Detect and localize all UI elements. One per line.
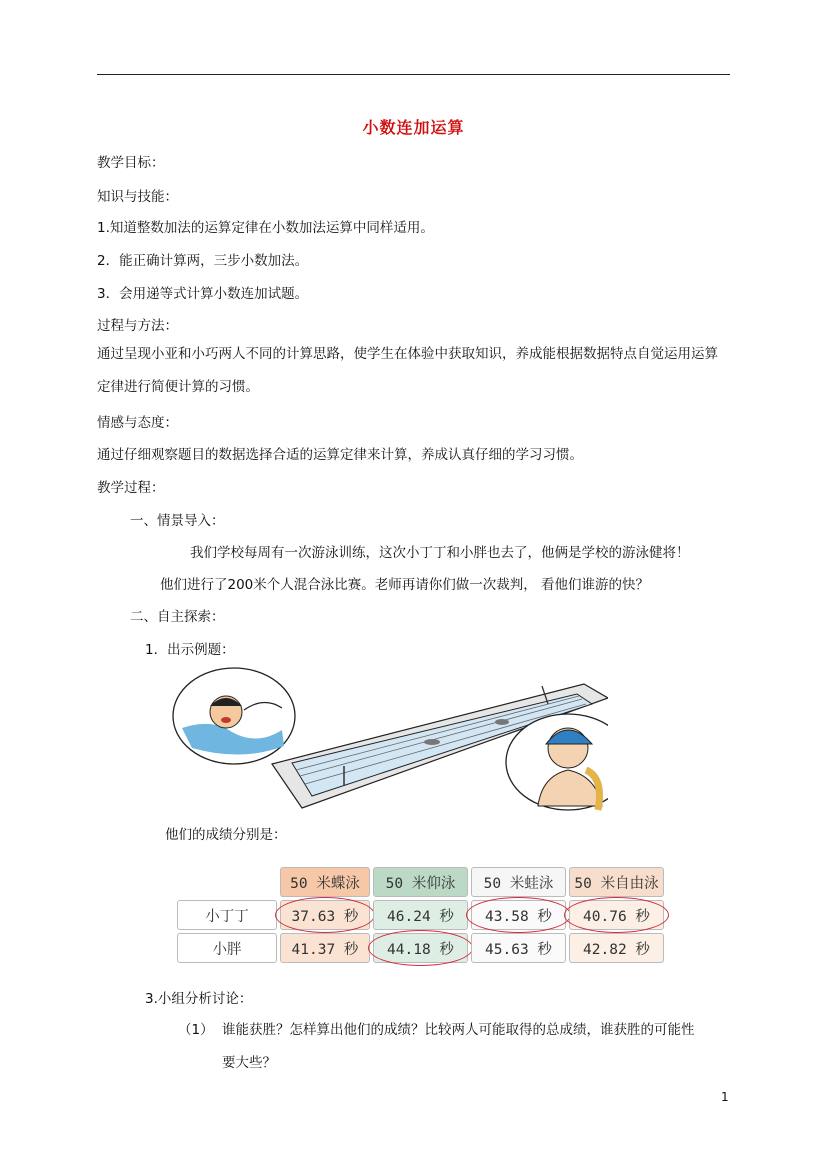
page-number: 1 <box>721 1090 729 1104</box>
subsection-scenario-intro: 一、情景导入： <box>130 513 225 529</box>
section-teaching-process: 教学过程： <box>97 480 165 496</box>
emotion-attitude-text: 通过仔细观察题目的数据选择合适的运算定律来计算，养成认真仔细的学习习惯。 <box>97 447 583 463</box>
score-cell: 42.82 秒 <box>569 933 664 963</box>
intro-text-line-1: 我们学校每周有一次游泳训练，这次小丁丁和小胖也去了，他俩是学校的游泳健将！ <box>190 545 690 561</box>
header-rule <box>97 74 730 75</box>
intro-text-line-2: 他们进行了200米个人混合泳比赛。老师再请你们做一次裁判， 看他们谁游的快？ <box>160 577 650 593</box>
score-cell: 46.24 秒 <box>373 900 468 930</box>
section-knowledge-skills: 知识与技能： <box>97 189 178 205</box>
example-heading: 1．出示例题： <box>145 642 235 658</box>
header-freestyle: 50 米自由泳 <box>569 867 664 897</box>
question-1-text-line-1: 谁能获胜？怎样算出他们的成绩？比较两人可能取得的总成绩，谁获胜的可能性 <box>222 1022 695 1038</box>
score-cell: 40.76 秒 <box>569 900 664 930</box>
row-name-xiaodingding: 小丁丁 <box>177 900 277 930</box>
header-butterfly: 50 米蝶泳 <box>280 867 370 897</box>
question-1-text-line-2: 要大些？ <box>222 1055 276 1071</box>
results-caption: 他们的成绩分别是： <box>165 827 287 843</box>
table-header-row <box>177 867 664 897</box>
swimming-pool-illustration <box>172 666 608 812</box>
score-cell: 45.63 秒 <box>471 933 566 963</box>
section-teaching-goals: 教学目标： <box>97 155 165 171</box>
question-1-number: （1） <box>178 1022 214 1038</box>
skill-item-1: 1.知道整数加法的运算定律在小数加法运算中同样适用。 <box>97 220 434 236</box>
subsection-group-discussion: 3.小组分析讨论： <box>145 991 253 1007</box>
table-corner <box>177 867 277 897</box>
row-name-xiaopang: 小胖 <box>177 933 277 963</box>
skill-item-3: 3．会用递等式计算小数连加试题。 <box>97 286 309 302</box>
score-cell: 43.58 秒 <box>471 900 566 930</box>
section-process-method: 过程与方法： <box>97 318 178 334</box>
process-method-text: 通过呈现小亚和小巧两人不同的计算思路，使学生在体验中获取知识，养成能根据数据特点自觉运用运算定律进行简便计算的习惯。 <box>97 346 718 395</box>
table-row <box>177 900 664 930</box>
skill-item-2: 2．能正确计算两，三步小数加法。 <box>97 253 309 269</box>
score-table <box>174 864 667 966</box>
score-cell: 41.37 秒 <box>280 933 370 963</box>
header-breaststroke: 50 米蛙泳 <box>471 867 566 897</box>
score-cell: 37.63 秒 <box>280 900 370 930</box>
table-row <box>177 933 664 963</box>
score-cell: 44.18 秒 <box>373 933 468 963</box>
section-emotion-attitude: 情感与态度： <box>97 415 178 431</box>
header-backstroke: 50 米仰泳 <box>373 867 468 897</box>
document-title: 小数连加运算 <box>362 118 465 137</box>
subsection-self-exploration: 二、自主探索： <box>130 609 225 625</box>
